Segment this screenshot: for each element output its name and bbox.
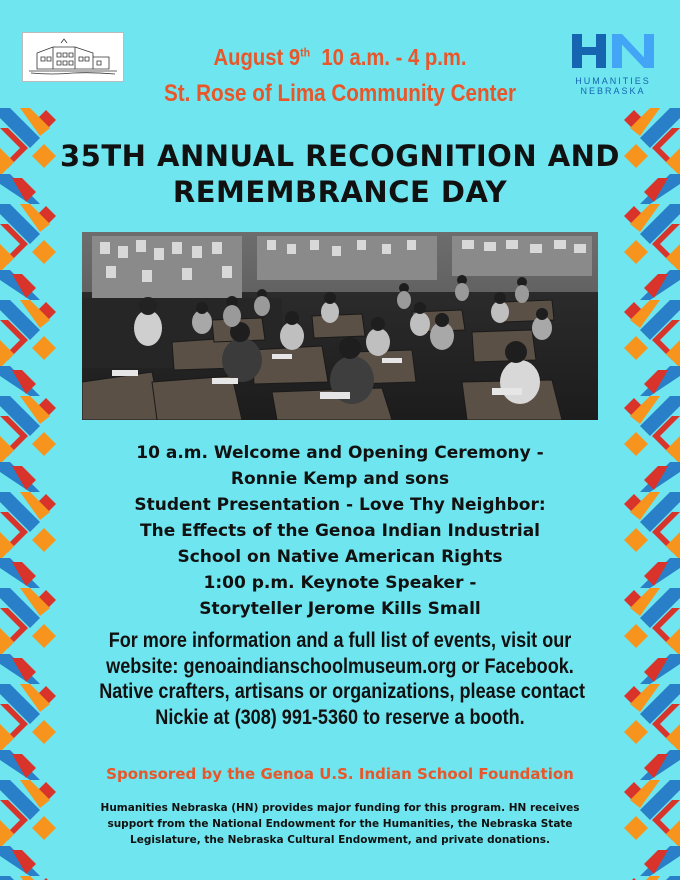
border-pattern-shape (0, 820, 14, 848)
event-venue: St. Rose of Lima Community Center (163, 80, 517, 107)
event-time: 10 a.m. - 4 p.m. (321, 44, 467, 70)
border-pattern-shape (624, 720, 648, 744)
border-pattern-shape (32, 816, 56, 840)
border-pattern-shape (624, 336, 648, 360)
border-pattern-shape (0, 628, 14, 656)
program-line: 10 a.m. Welcome and Opening Ceremony - (136, 443, 544, 463)
program-line: The Effects of the Genoa Indian Industrial (140, 521, 540, 541)
info-line: Native crafters, artisans or organizations, please contact (99, 680, 585, 703)
border-pattern-shape (666, 436, 680, 464)
program-line: School on Native American Rights (177, 547, 503, 567)
program-schedule (70, 440, 610, 622)
border-pattern-shape (32, 144, 56, 168)
funding-line: Humanities Nebraska (HN) provides major funding for this program. HN receives (100, 802, 580, 814)
border-pattern-shape (0, 340, 14, 368)
border-pattern-shape (666, 148, 680, 176)
event-date-time (155, 44, 525, 71)
border-pattern-shape (32, 720, 56, 744)
event-date-suffix: th (300, 45, 311, 60)
funding-line: support from the National Endowment for the Humanities, the Nebraska State (107, 818, 573, 830)
sponsor-line: Sponsored by the Genoa U.S. Indian School Foundation (106, 765, 574, 783)
border-pattern-shape (666, 244, 680, 272)
border-pattern-shape (32, 624, 56, 648)
info-line: Nickie at (308) 991-5360 to reserve a booth. (155, 705, 525, 729)
event-date: August 9 (213, 44, 301, 70)
border-pattern-shape (666, 628, 680, 656)
border-pattern-shape (624, 816, 648, 840)
border-pattern-shape (666, 724, 680, 752)
hn-logo-line1: HUMANITIES (575, 76, 651, 86)
humanities-nebraska-logo (568, 30, 658, 98)
border-pattern-shape (624, 432, 648, 456)
program-line: 1:00 p.m. Keynote Speaker - (203, 573, 477, 593)
border-pattern-shape (624, 144, 648, 168)
border-pattern-shape (666, 532, 680, 560)
right-pattern-border (622, 108, 680, 880)
funding-line: Legislature, the Nebraska Cultural Endowment, and private donations. (130, 834, 550, 846)
border-pattern-shape (624, 528, 648, 552)
event-title (60, 138, 620, 210)
border-pattern-shape (640, 876, 680, 880)
border-pattern-shape (0, 724, 14, 752)
program-line: Ronnie Kemp and sons (230, 469, 450, 489)
event-title-line1: 35TH ANNUAL RECOGNITION AND (60, 139, 620, 173)
border-pattern-shape (0, 244, 14, 272)
funding-statement (70, 800, 610, 848)
info-line: For more information and a full list of events, visit our (108, 629, 572, 652)
school-building-sketch-icon (22, 32, 124, 82)
program-line: Student Presentation - Love Thy Neighbor: (134, 495, 546, 515)
border-pattern-shape (624, 624, 648, 648)
border-pattern-shape (624, 240, 648, 264)
left-pattern-border (0, 108, 58, 880)
hn-logo-line2: NEBRASKA (580, 86, 646, 96)
border-pattern-shape (666, 820, 680, 848)
border-pattern-shape (32, 336, 56, 360)
program-line: Storyteller Jerome Kills Small (199, 599, 481, 619)
border-pattern-shape (0, 876, 40, 880)
border-pattern-shape (32, 528, 56, 552)
border-pattern-shape (0, 148, 14, 176)
border-pattern-shape (32, 432, 56, 456)
info-line: website: genoaindianschoolmuseum.org or Facebook. (106, 654, 574, 678)
border-pattern-shape (0, 436, 14, 464)
event-title-line2: REMEMBRANCE DAY (172, 175, 508, 209)
border-pattern-shape (666, 340, 680, 368)
border-pattern-shape (32, 240, 56, 264)
more-info (60, 628, 620, 730)
border-pattern-shape (0, 532, 14, 560)
hn-logo-mark-icon (568, 30, 658, 72)
classroom-photo (82, 232, 598, 420)
